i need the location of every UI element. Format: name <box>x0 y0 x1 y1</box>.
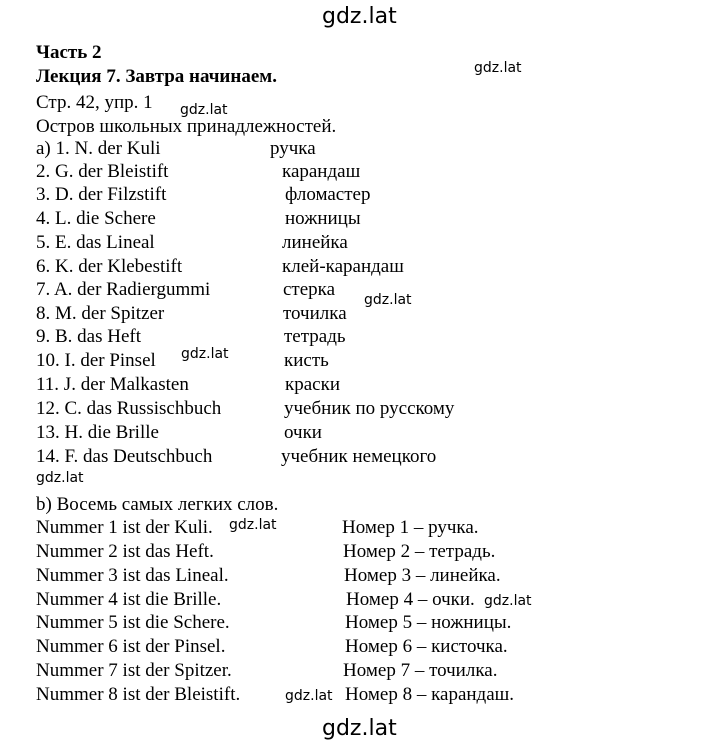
vocab-german: 5. E. das Lineal <box>36 232 155 253</box>
vocab-russian: стерка <box>283 279 336 300</box>
watermark: gdz.lat <box>474 60 522 76</box>
sentence-german: Nummer 2 ist das Heft. <box>36 541 214 562</box>
sentence-russian: Номер 3 – линейка. <box>344 565 501 586</box>
sentence-russian: Номер 7 – точилка. <box>343 660 498 681</box>
vocab-german: 10. I. der Pinsel <box>36 350 156 371</box>
vocab-russian: кисть <box>284 350 329 371</box>
watermark: gdz.lat <box>484 593 532 609</box>
task-title: Остров школьных принадлежностей. <box>36 116 337 137</box>
vocab-russian: клей-карандаш <box>282 256 404 277</box>
vocab-german: а) 1. N. der Kuli <box>36 138 161 159</box>
watermark: gdz.lat <box>364 292 412 308</box>
section-b-title: b) Восемь самых легких слов. <box>36 494 279 515</box>
sentence-german: Nummer 3 ist das Lineal. <box>36 565 229 586</box>
watermark: gdz.lat <box>36 470 84 486</box>
lecture-heading: Лекция 7. Завтра начинаем. <box>36 66 277 87</box>
sentence-russian: Номер 1 – ручка. <box>342 517 479 538</box>
sentence-russian: Номер 8 – карандаш. <box>345 684 515 705</box>
sentence-german: Nummer 6 ist der Pinsel. <box>36 636 226 657</box>
vocab-russian: линейка <box>282 232 348 253</box>
sentence-german: Nummer 1 ist der Kuli. <box>36 517 213 538</box>
part-heading: Часть 2 <box>36 42 102 63</box>
sentence-german: Nummer 5 ist die Schere. <box>36 612 230 633</box>
vocab-russian: фломастер <box>285 184 371 205</box>
sentence-german: Nummer 8 ist der Bleistift. <box>36 684 241 705</box>
vocab-german: 9. B. das Heft <box>36 326 142 347</box>
sentence-russian: Номер 2 – тетрадь. <box>343 541 496 562</box>
watermark: gdz.lat <box>285 688 333 704</box>
sentence-russian: Номер 6 – кисточка. <box>345 636 508 657</box>
watermark-bottom: gdz.lat <box>322 716 397 741</box>
vocab-russian: ручка <box>270 138 316 159</box>
sentence-russian: Номер 4 – очки. <box>346 589 475 610</box>
vocab-german: 11. J. der Malkasten <box>36 374 189 395</box>
vocab-german: 14. F. das Deutschbuch <box>36 446 213 467</box>
vocab-german: 7. A. der Radiergummi <box>36 279 211 300</box>
vocab-russian: очки <box>284 422 322 443</box>
vocab-russian: точилка <box>283 303 347 324</box>
vocab-german: 6. K. der Klebestift <box>36 256 183 277</box>
vocab-german: 8. M. der Spitzer <box>36 303 165 324</box>
watermark: gdz.lat <box>180 102 228 118</box>
vocab-german: 2. G. der Bleistift <box>36 161 169 182</box>
sentence-german: Nummer 7 ist der Spitzer. <box>36 660 232 681</box>
vocab-german: 12. C. das Russischbuch <box>36 398 222 419</box>
vocab-russian: учебник по русскому <box>284 398 455 419</box>
vocab-german: 4. L. die Schere <box>36 208 156 229</box>
page-reference: Стр. 42, упр. 1 <box>36 92 153 113</box>
vocab-russian: учебник немецкого <box>281 446 437 467</box>
sentence-german: Nummer 4 ist die Brille. <box>36 589 222 610</box>
vocab-russian: тетрадь <box>284 326 346 347</box>
watermark: gdz.lat <box>181 346 229 362</box>
vocab-russian: ножницы <box>285 208 361 229</box>
vocab-russian: краски <box>285 374 340 395</box>
watermark-top: gdz.lat <box>322 4 397 29</box>
sentence-russian: Номер 5 – ножницы. <box>345 612 512 633</box>
watermark: gdz.lat <box>229 517 277 533</box>
vocab-german: 3. D. der Filzstift <box>36 184 167 205</box>
vocab-german: 13. H. die Brille <box>36 422 159 443</box>
vocab-russian: карандаш <box>282 161 361 182</box>
